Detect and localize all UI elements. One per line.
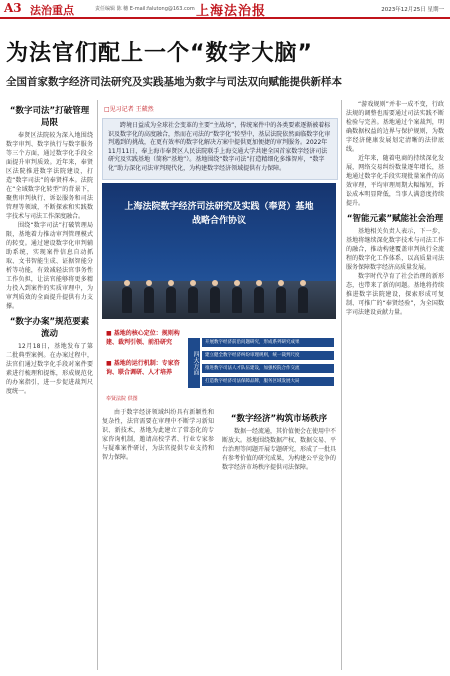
column-divider [97, 100, 98, 670]
article-subheadline: 全国首家数字经济司法研究及实践基地为数字与司法双向赋能提供新样本 [6, 76, 342, 88]
infographic-label: ■ 基地的核心定位：规则构建、裁判引领、前沿研究 [106, 330, 180, 346]
infographic-bar: 打造数字经济司法保障品牌，服务区域发展大局 [202, 377, 334, 386]
lead-box [102, 118, 338, 180]
section-heading: “智能元素”赋能社会治理 [346, 214, 444, 224]
infographic-bar: 开展数字经济前沿问题研究，形成系列研究成果 [202, 338, 334, 347]
issue-date: 2023年12月25日 星期一 [381, 7, 444, 13]
section-title: 法治重点 [30, 4, 74, 17]
lead-paragraph: 跨境日益成为全球社会变革的主要“主战场”，传统案件中的各类要素逐渐被着标识及数字化的高度融合，然而在司法的“数字化”转型中，基层法院依然面临数字化审判遇到的挑战，在更有效率的数字化解决方案中提供更加便捷的审判服务。2022年11月11日，奉上海市奉贤区人民法院联手上海交通大学共建全国首家数字经济司法研究及实践基地（简称“基地”）。基地围绕“数字司法”打造精细化多维智库，“数字化”助力深化司法审判现代化，为构建数字经济领域提供有力保障。 [108, 122, 331, 172]
paragraph: 基地相关负责人表示，下一步，基地将继续深化数字技术与司法工作的融合，推动构建覆盖审判执行全流程的数字化工作体系，以高质量司法服务保障数字经济高质量发展。 [346, 228, 444, 271]
person-figure [166, 287, 176, 313]
person-figure [188, 287, 198, 313]
paragraph: 数字时代孕育了社会治理的新形态，也带来了新的问题。基地将持续推进数字法院建设，探索形成可复制、可推广的“奉贤经验”，为全国数字司法建设贡献力量。 [346, 273, 444, 316]
infographic-bar: 推进数字司法人才队伍建设，加强校院合作交流 [202, 364, 334, 373]
infographic-bar: 建立健全数字经济纠纷审理规则，统一裁判尺度 [202, 351, 334, 360]
person-figure [276, 287, 286, 313]
person-figure [122, 287, 132, 313]
column-divider [341, 100, 342, 670]
author-byline: □见习记者 王葳然 [104, 106, 154, 113]
person-figure [298, 287, 308, 313]
infographic [102, 322, 336, 402]
section-heading: “数字办案”规范要素流动 [9, 317, 90, 339]
section-heading: “数字经济”构筑市场秩序 [230, 414, 328, 424]
paragraph: 奉贤区法院较为深入地围绕数字审判、数字执行与数字服务等三个方面，通过数字化手段全面提升审判质效。近年来，奉贤区法院推进数字法院建设，打造“数字司法”的奉贤样本。法院在“全域数字化转型”的背景下，聚焦审判执行、诉讼服务和司法管理等领域，不断探索和实践数字技术与司法工作深度融合。 [6, 132, 93, 220]
article-headline: 为法官们配上一个“数字大脑” [6, 41, 313, 66]
paragraph: 数据一经流通，其价值便会在使用中不断放大。基地围绕数据产权、数据交易、平台治理等问题开展专题研究，形成了一批具有参考价值的研究成果，为构建公平竞争的数字经济市场秩序提供司法保障。 [222, 428, 336, 471]
person-figure [232, 287, 242, 313]
section-heading: “数字司法”打破管理局限 [9, 106, 90, 128]
signing-ceremony-photo [102, 183, 336, 319]
newspaper-logo: 上海法治报 [196, 4, 267, 19]
infographic-label: ■ 基地的运行机制：专家咨询、联合调研、人才培养 [106, 360, 180, 376]
person-figure [254, 287, 264, 313]
page-number: A3 [4, 1, 22, 15]
photo-credit: 奉贤法院 供图 [106, 396, 138, 402]
infographic-vertical-label: 四大方面 [188, 338, 200, 388]
backdrop-subtitle: 战略合作协议 [191, 216, 246, 226]
person-figure [210, 287, 220, 313]
editor-meta: 责任编辑 陈 穗 E-mail:falutong@163.com [95, 6, 195, 12]
paragraph: 由于数字经济领域纠纷具有新颖性和复杂性，法官需要在审理中不断学习新知识、新技术，基地为此建立了常态化的专家咨询机制，邀请高校学者、行业专家参与疑难案件研讨，为法官提供专业支持和智力保障。 [102, 409, 214, 461]
page-header [0, 0, 450, 19]
right-column [346, 100, 444, 670]
left-column [6, 100, 93, 670]
person-figure [144, 287, 154, 313]
paragraph: 12月18日，基地发布了第二批典型案例。在办案过程中，法官们通过数字化手段对案件要素进行梳理和提炼，形成规范化的办案指引，进一步促进裁判尺度统一。 [6, 343, 93, 395]
mid-column-left [102, 408, 214, 670]
paragraph: “游戏规则”并非一成不变，行政法规的调整也需要通过司法实践不断检验与完善。基地通过个案裁判，明确数据权益的边界与保护规则，为数字经济健康发展划定清晰的法律底线。 [346, 101, 444, 153]
mid-column-right [222, 408, 336, 670]
backdrop-title: 上海法院数字经济司法研究及实践（奉贤）基地 [124, 202, 314, 212]
paragraph: 围绕“数字司法”打破管理局限，基地着力推动审判管理模式的转变。通过建设数字化审判辅助系统，实现案件信息自动抓取、文书智能生成、证据智能分析等功能，有效减轻法官事务性工作负担，让法官能够将更多精力投入到案件的实质审理中，为审判质效的全面提升提供有力支撑。 [6, 222, 93, 310]
paragraph: 近年来，随着电商的持续深化发展，网络交易纠纷数量逐年增长，基地通过数字化手段实现批量案件的高效审理，平均审理周期大幅缩短，诉讼成本明显降低，当事人满意度持续提升。 [346, 155, 444, 207]
stage [102, 281, 336, 319]
